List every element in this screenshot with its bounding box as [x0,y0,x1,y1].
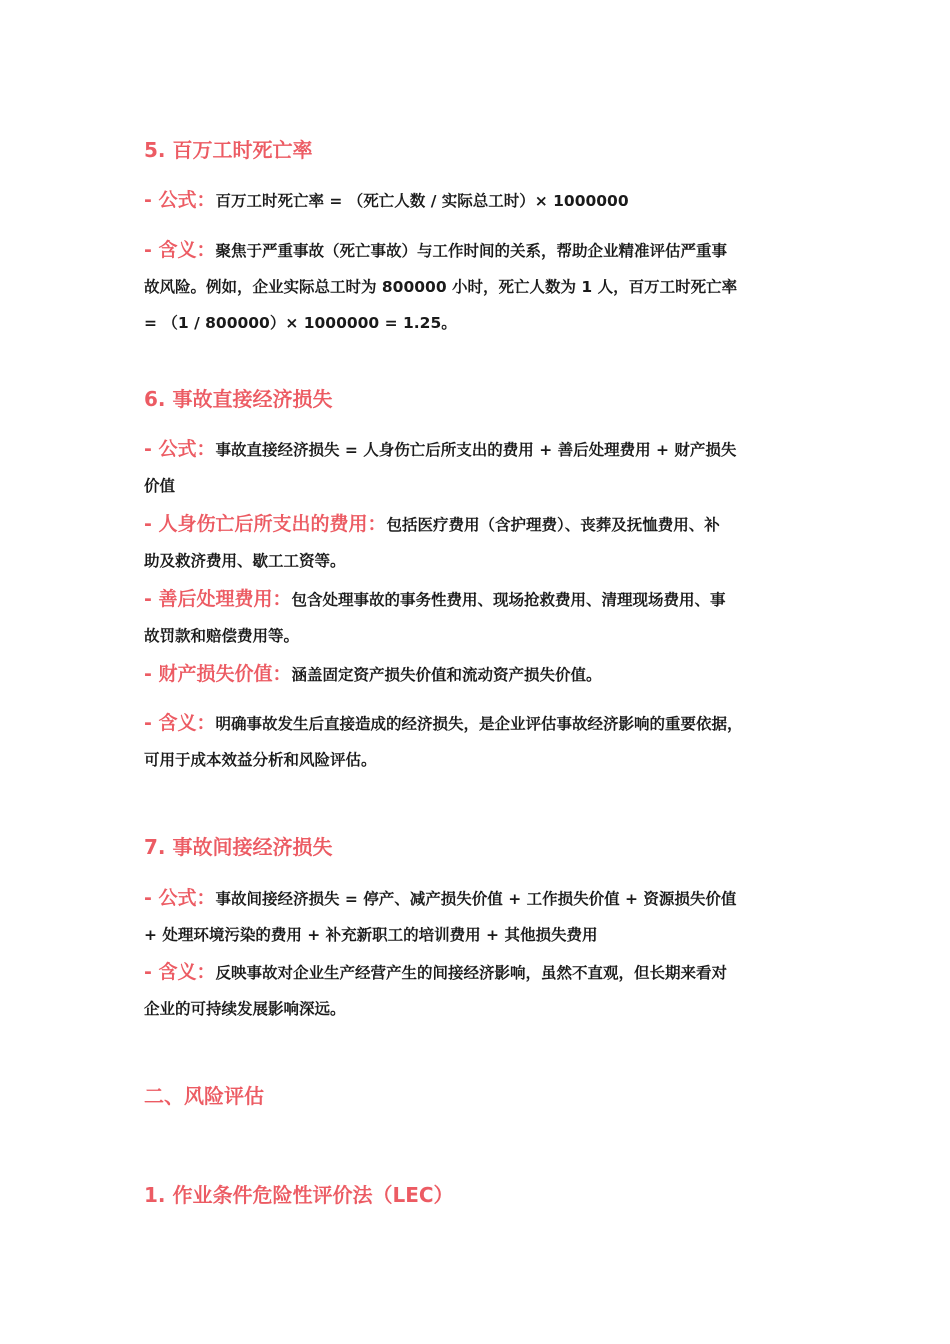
item-text-line1: 包含处理事故的事务性费用、现场抢救费用、清理现场费用、事 [291,591,726,609]
meaning-text-line2: 企业的可持续发展影响深远。 [144,1000,346,1018]
item-text-line1: 包括医疗费用（含护理费）、丧葬及抚恤费用、补 [386,516,720,534]
meaning-text-line2: 故风险。例如，企业实际总工时为 800000 小时，死亡人数为 1 人，百万工时死亡率 [144,278,738,296]
formula-label: - 公式： [144,887,216,909]
section-7-formula [144,880,816,953]
formula-text-line1: 事故间接经济损失 = 停产、减产损失价值 + 工作损失价值 + 资源损失价值 [215,890,737,908]
item-label: - 财产损失价值： [144,663,292,685]
meaning-label: - 含义： [144,239,216,261]
meaning-label: - 含义： [144,961,216,983]
lec-title: 1. 作业条件危险性评价法（LEC） [144,1183,454,1207]
meaning-text-line3: = （1 / 800000）× 1000000 = 1.25。 [144,314,457,332]
section-7-meaning [144,954,816,1027]
formula-text-line2: + 处理环境污染的费用 + 补充新职工的培训费用 + 其他损失费用 [144,926,598,944]
formula-label: - 公式： [144,189,216,211]
section-6-meaning [144,705,816,778]
meaning-text-line1: 明确事故发生后直接造成的经济损失，是企业评估事故经济影响的重要依据， [215,715,743,733]
meaning-text-line2: 可用于成本效益分析和风险评估。 [144,751,377,769]
section-7-title: 7. 事故间接经济损失 [144,835,333,859]
section-5-formula [144,182,816,219]
formula-text-line2: 价值 [144,477,176,495]
formula-text-line1: 事故直接经济损失 = 人身伤亡后所支出的费用 + 善后处理费用 + 财产损失 [215,441,737,459]
part-2-title: 二、风险评估 [144,1084,264,1108]
item-text: 涵盖固定资产损失价值和流动资产损失价值。 [291,666,602,684]
meaning-text-line1: 反映事故对企业生产经营产生的间接经济影响，虽然不直观，但长期来看对 [215,964,728,982]
item-label: - 善后处理费用： [144,588,292,610]
section-6-title: 6. 事故直接经济损失 [144,387,333,411]
section-6-item-aftermath [144,581,816,654]
section-6-formula [144,431,816,504]
item-label: - 人身伤亡后所支出的费用： [144,513,387,535]
formula-text: 百万工时死亡率 = （死亡人数 / 实际总工时）× 1000000 [215,192,629,210]
meaning-label: - 含义： [144,712,216,734]
meaning-text-line1: 聚焦于严重事故（死亡事故）与工作时间的关系，帮助企业精准评估严重事 [215,242,728,260]
section-6-item-property [144,656,816,693]
section-5-meaning [144,232,816,341]
item-text-line2: 助及救济费用、歇工工资等。 [144,552,346,570]
section-5-title: 5. 百万工时死亡率 [144,138,313,162]
item-text-line2: 故罚款和赔偿费用等。 [144,627,300,645]
section-6-item-personal [144,506,816,579]
formula-label: - 公式： [144,438,216,460]
